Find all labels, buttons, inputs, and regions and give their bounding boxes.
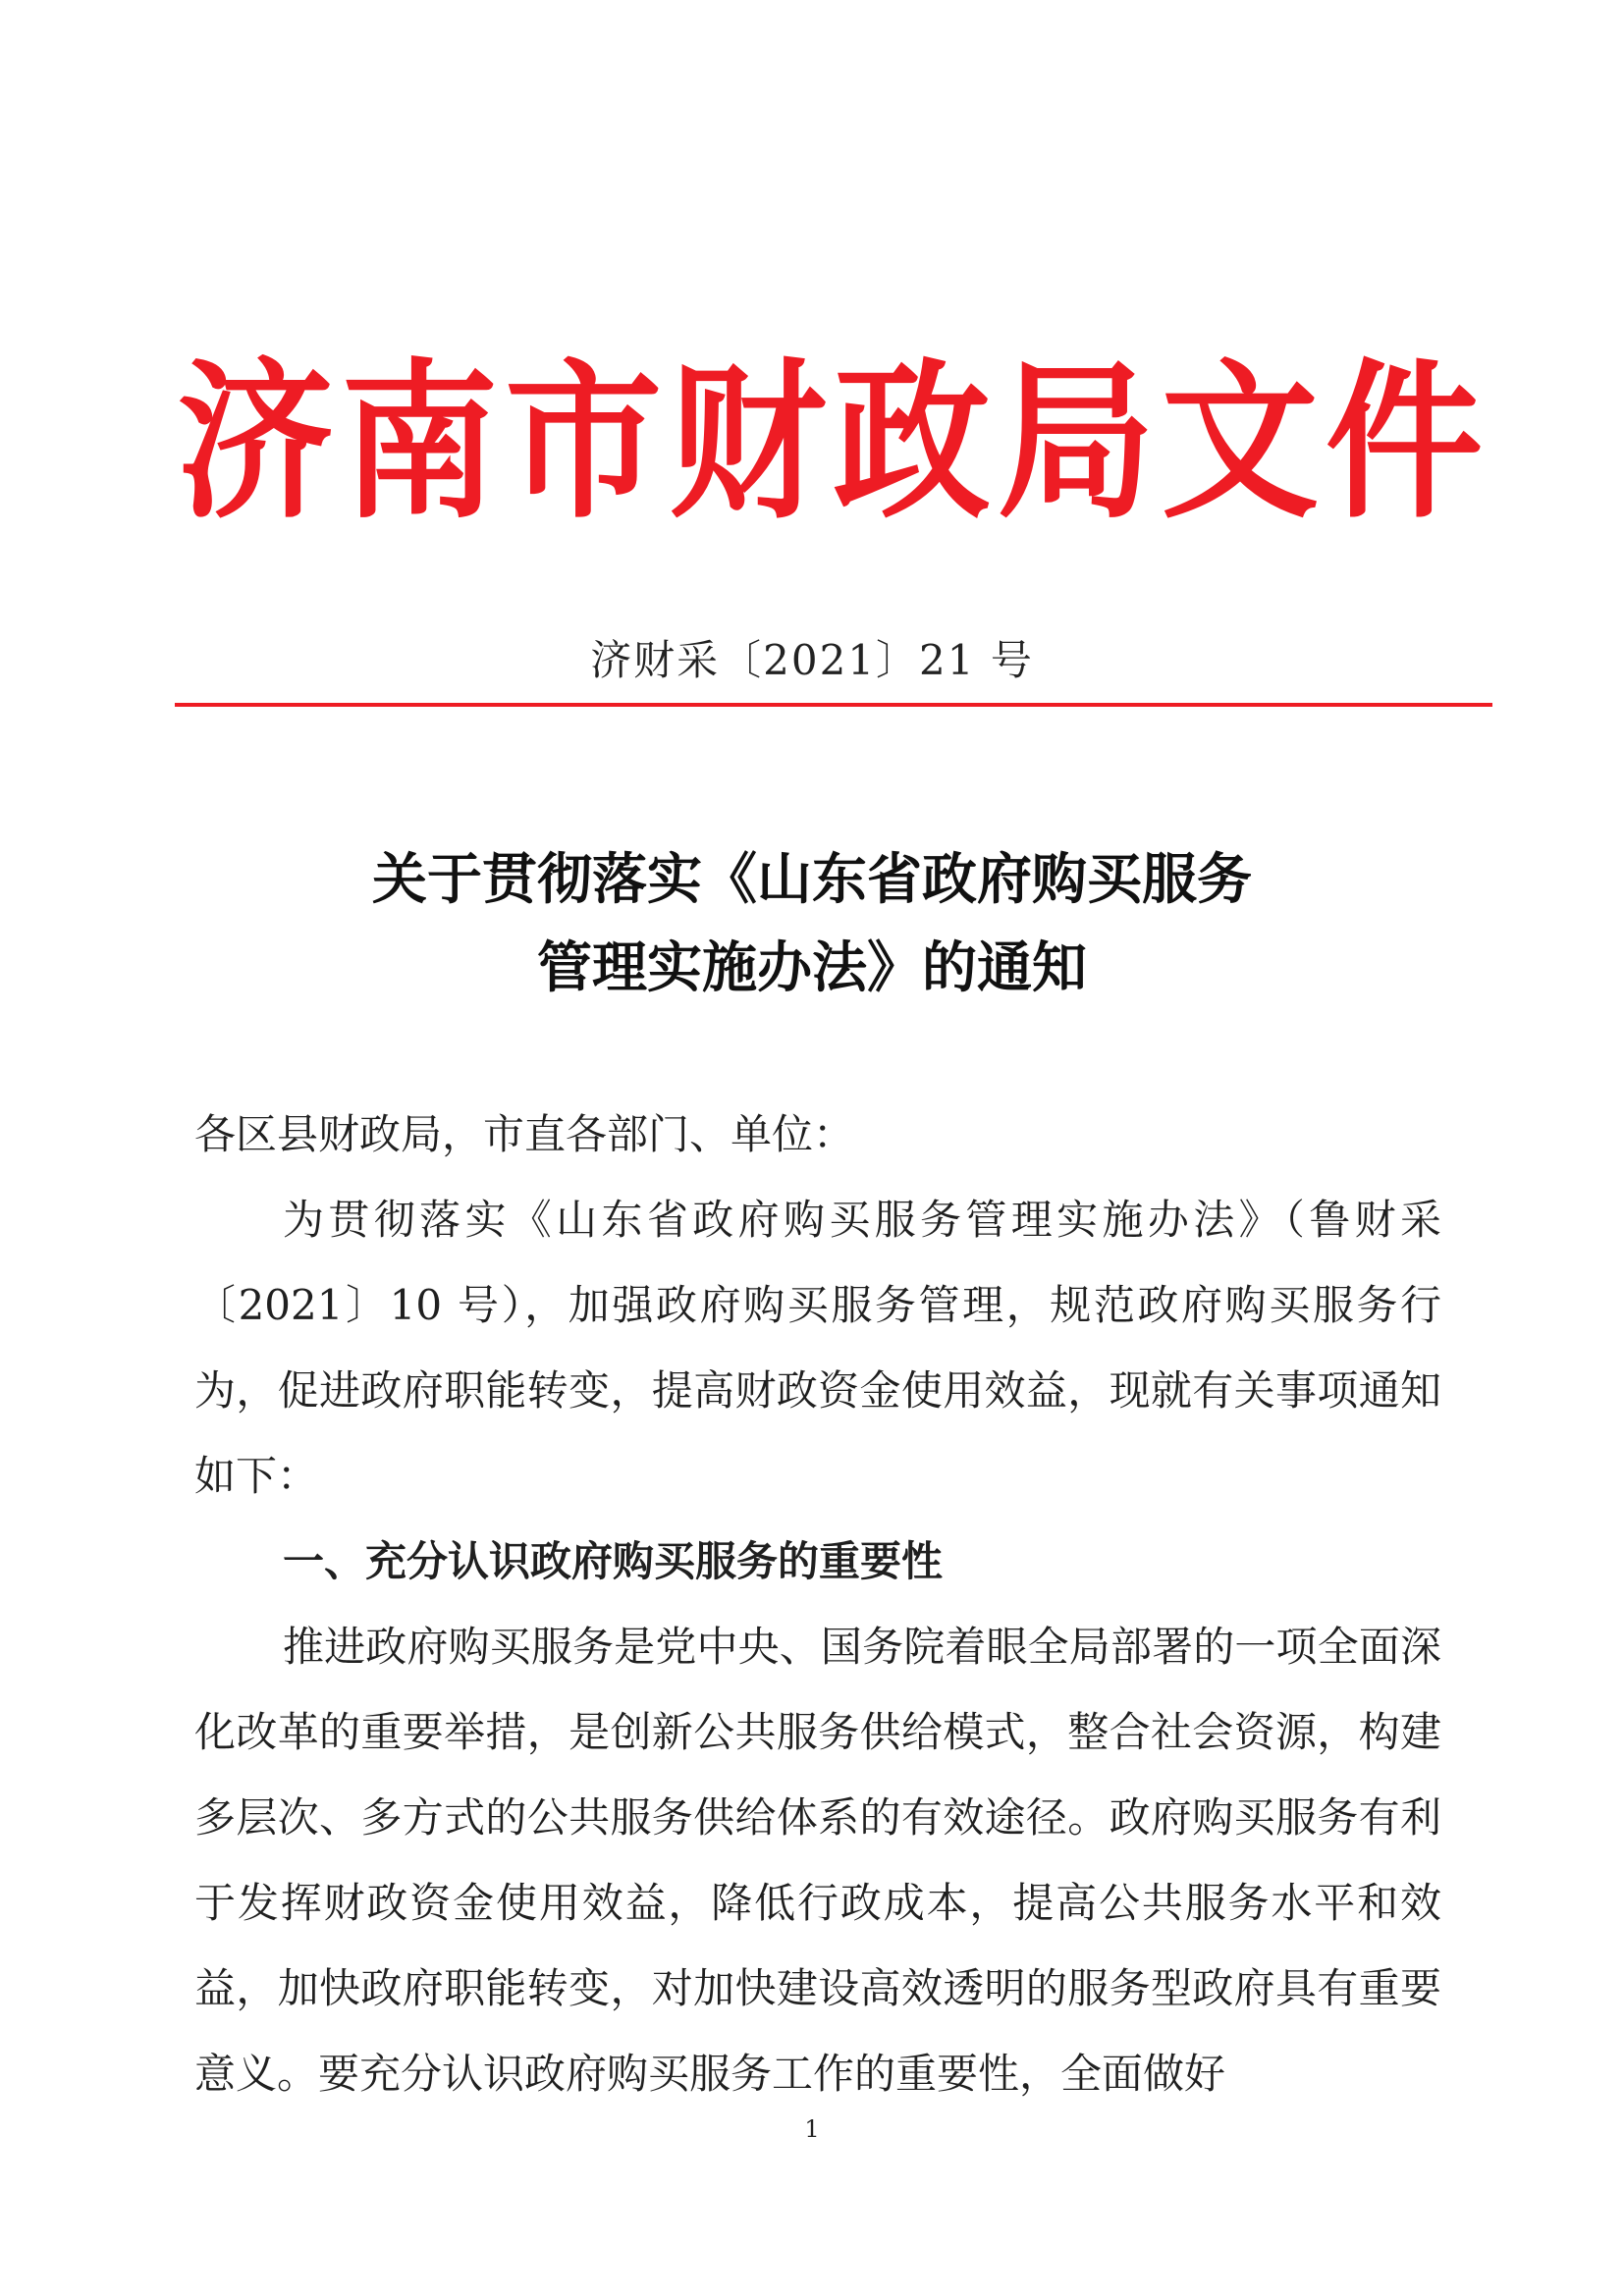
document-body: [194, 1092, 1441, 2116]
title-line-1: 关于贯彻落实《山东省政府购买服务: [372, 848, 1252, 912]
intro-paragraph: 为贯彻落实《山东省政府购买服务管理实施办法》（鲁财采〔2021〕10 号），加强政府购买服务管理，规范政府购买服务行为，促进政府职能转变，提高财政资金使用效益，现就有关事项通知如下：: [194, 1196, 1441, 1500]
document-title: [0, 836, 1624, 1013]
title-line-2: 管理实施办法》的通知: [537, 936, 1087, 1000]
section-paragraph: 推进政府购买服务是党中央、国务院着眼全局部署的一项全面深化改革的重要举措，是创新公共服务供给模式，整合社会资源，构建多层次、多方式的公共服务供给体系的有效途径。政府购买服务有利于发挥财政资金使用效益，降低行政成本，提高公共服务水平和效益，加快政府职能转变，对加快建设高效透明的服务型政府具有重要意义。要充分认识政府购买服务工作的重要性，全面做好: [194, 1623, 1441, 2098]
masthead-char: 南: [341, 342, 499, 542]
masthead-char: 济: [177, 342, 335, 542]
section-heading: 一、充分认识政府购买服务的重要性: [283, 1537, 944, 1585]
masthead-char: 政: [833, 342, 991, 542]
masthead-char: 文: [1161, 342, 1319, 542]
masthead-title: [177, 334, 1483, 550]
salutation: 各区县财政局，市直各部门、单位：: [194, 1110, 855, 1158]
red-divider-line: [175, 703, 1492, 707]
masthead-char: 财: [669, 342, 827, 542]
masthead-char: 市: [505, 342, 663, 542]
masthead-char: 局: [997, 342, 1155, 542]
page-number: 1: [804, 2115, 820, 2143]
masthead-char: 件: [1325, 342, 1483, 542]
document-number: 济财采〔2021〕21 号: [590, 636, 1034, 684]
